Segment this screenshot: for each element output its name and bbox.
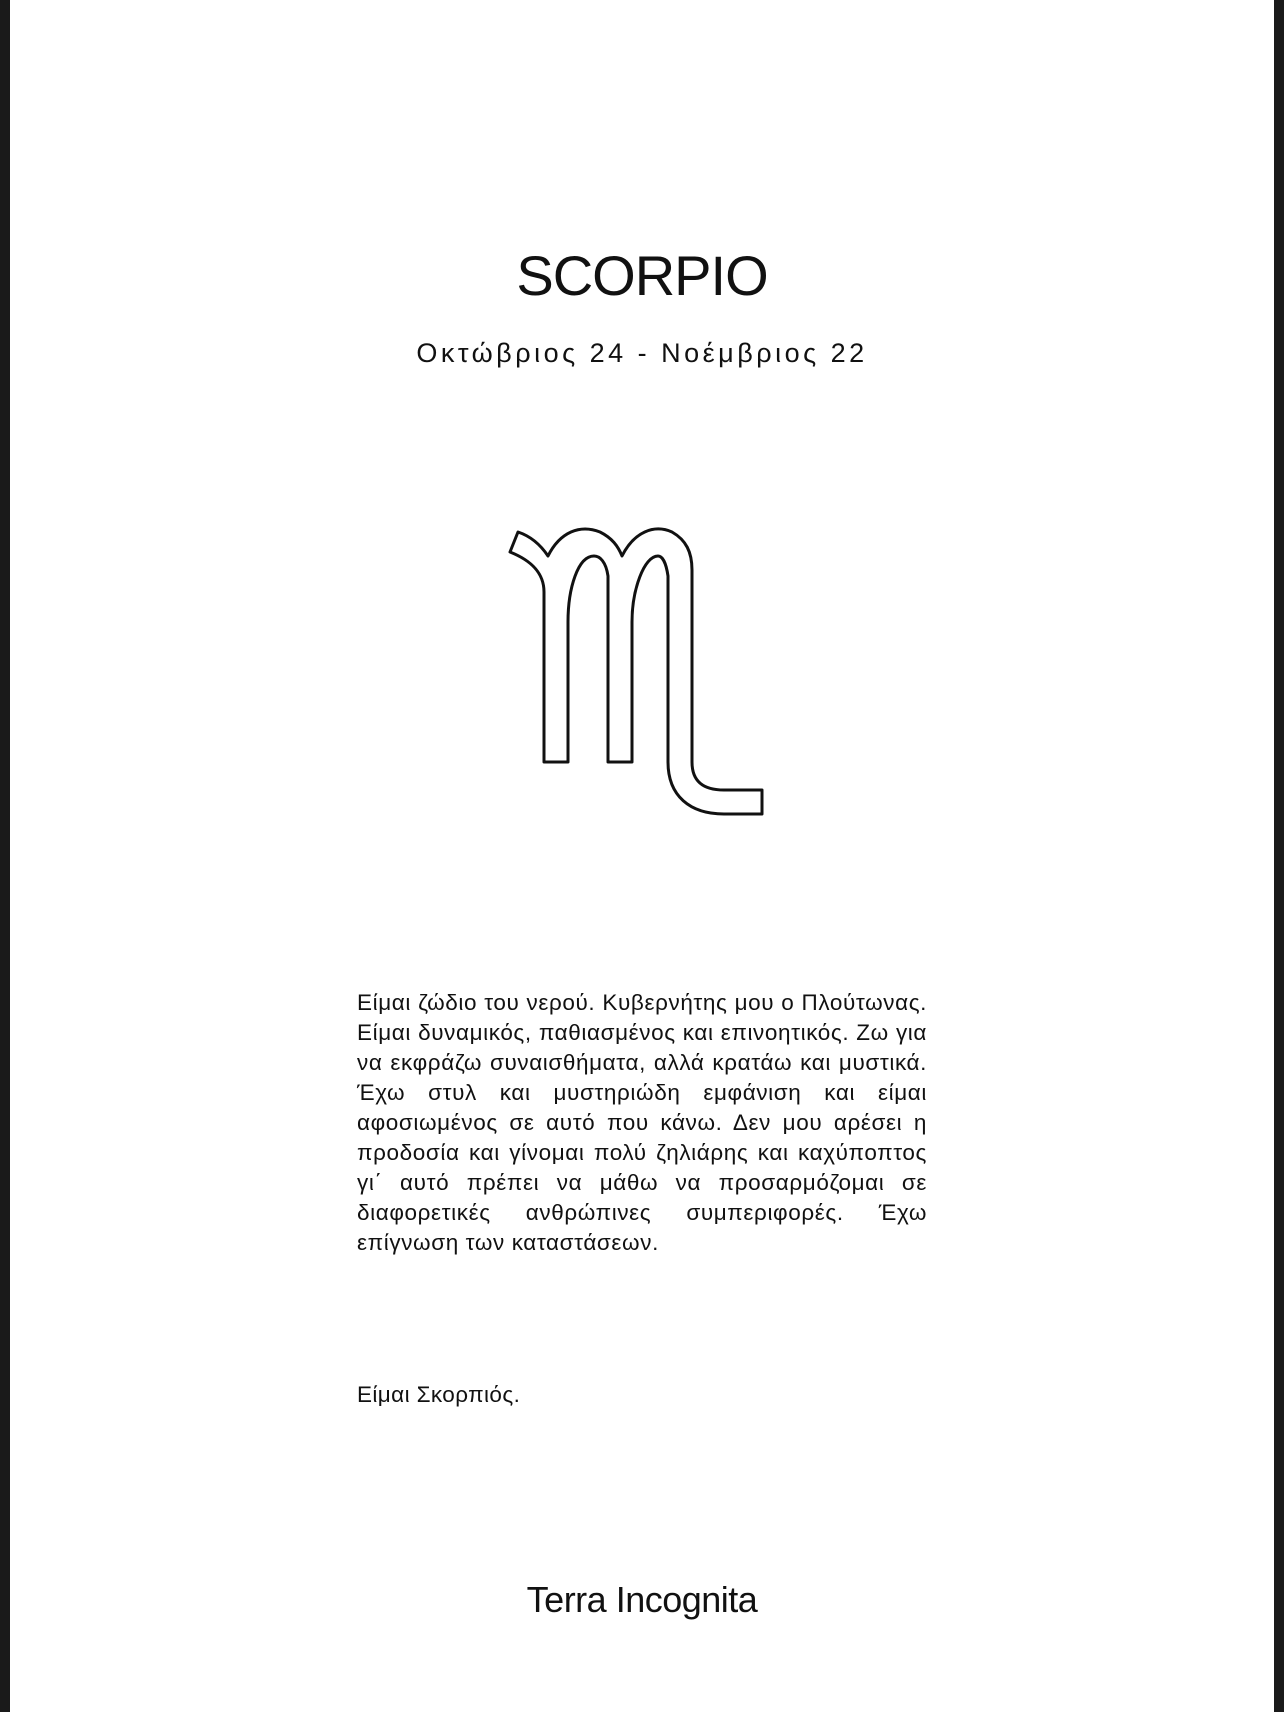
date-range: Οκτώβριος 24 - Νοέμβριος 22 [416,338,868,368]
zodiac-page [10,0,1274,1712]
sign-closing-line: Είμαι Σκορπιός. [357,1382,521,1407]
page-title: SCORPIO [516,244,768,307]
brand-name: Terra Incognita [526,1579,758,1620]
sign-description: Είμαι ζώδιο του νερού. Κυβερνήτης μου ο Πλούτωνας. Είμαι δυναμικός, παθιασμένος και επινοητικός. Ζω για να εκφράζω συναισθήματα, αλλά κρατάω και μυστικά. Έχω στυλ και μυστηριώδη εμφάνιση και είμαι αφοσιωμένος σε αυτό που κάνω. Δεν μου αρέσει η προδοσία και γίνομαι πολύ ζηλιάρης και καχύποπτος γι΄ αυτό πρέπει να μάθω να προσαρμόζομαι σε διαφορετικές ανθρώπινες συμπεριφορές. Έχω επίγνωση των καταστάσεων. [357,990,927,1255]
scorpio-glyph-icon [500,522,790,822]
